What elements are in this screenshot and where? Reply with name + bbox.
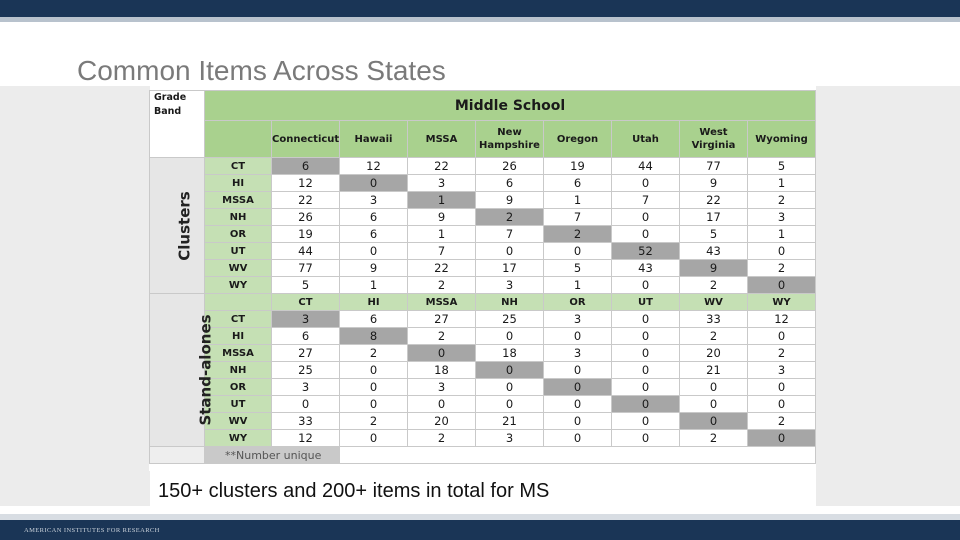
value-cell: 9 — [476, 192, 544, 209]
value-cell: 0 — [612, 226, 680, 243]
clusters-row — [150, 226, 816, 243]
note-spacer — [150, 447, 205, 464]
value-cell: 2 — [748, 345, 816, 362]
note-filler — [340, 447, 816, 464]
standalones-row — [150, 328, 816, 345]
value-cell: 22 — [680, 192, 748, 209]
value-cell: 26 — [476, 158, 544, 175]
value-cell: 1 — [748, 175, 816, 192]
diagonal-value-cell: 3 — [272, 311, 340, 328]
value-cell: 0 — [544, 328, 612, 345]
top-stripe — [0, 17, 960, 22]
value-cell: 1 — [748, 226, 816, 243]
value-cell: 0 — [476, 243, 544, 260]
value-cell: 21 — [476, 413, 544, 430]
value-cell: 0 — [476, 396, 544, 413]
value-cell: 0 — [612, 311, 680, 328]
value-cell: 12 — [748, 311, 816, 328]
state-column-header: West Virginia — [680, 121, 748, 158]
state-column-header: Hawaii — [340, 121, 408, 158]
state-row-label: MSSA — [205, 345, 272, 362]
state-row-label: WV — [205, 260, 272, 277]
common-items-table — [149, 90, 816, 464]
value-cell: 0 — [544, 430, 612, 447]
diagonal-value-cell: 0 — [748, 430, 816, 447]
state-abbreviation: WY — [748, 294, 816, 311]
state-abbreviation: HI — [340, 294, 408, 311]
state-column-header: MSSA — [408, 121, 476, 158]
value-cell: 0 — [612, 379, 680, 396]
value-cell: 2 — [680, 277, 748, 294]
state-column-header: Connecticut — [272, 121, 340, 158]
standalones-row — [150, 396, 816, 413]
diagonal-value-cell: 8 — [340, 328, 408, 345]
value-cell: 0 — [680, 379, 748, 396]
value-cell: 2 — [680, 430, 748, 447]
clusters-row — [150, 192, 816, 209]
header-row-title — [150, 91, 816, 121]
state-row-label: UT — [205, 396, 272, 413]
value-cell: 7 — [544, 209, 612, 226]
value-cell: 6 — [340, 311, 408, 328]
note-row — [150, 447, 816, 464]
value-cell: 0 — [680, 396, 748, 413]
value-cell: 27 — [272, 345, 340, 362]
state-row-label: OR — [205, 379, 272, 396]
value-cell: 27 — [408, 311, 476, 328]
value-cell: 19 — [544, 158, 612, 175]
value-cell: 0 — [544, 396, 612, 413]
value-cell: 17 — [476, 260, 544, 277]
clusters-section-label — [150, 158, 205, 294]
state-row-label: NH — [205, 209, 272, 226]
value-cell: 0 — [748, 243, 816, 260]
value-cell: 0 — [612, 345, 680, 362]
value-cell: 0 — [748, 379, 816, 396]
state-row-label: UT — [205, 243, 272, 260]
abbreviation-row — [150, 294, 816, 311]
value-cell: 2 — [748, 413, 816, 430]
value-cell: 3 — [748, 362, 816, 379]
value-cell: 2 — [408, 277, 476, 294]
state-row-label: WY — [205, 430, 272, 447]
value-cell: 44 — [272, 243, 340, 260]
row-label-header — [205, 121, 272, 158]
value-cell: 33 — [680, 311, 748, 328]
value-cell: 0 — [612, 175, 680, 192]
value-cell: 2 — [340, 413, 408, 430]
value-cell: 0 — [612, 328, 680, 345]
value-cell: 5 — [680, 226, 748, 243]
right-gray-band — [816, 86, 960, 506]
clusters-row — [150, 175, 816, 192]
standalones-row — [150, 362, 816, 379]
value-cell: 18 — [476, 345, 544, 362]
level-title: Middle School — [205, 91, 816, 121]
value-cell: 0 — [340, 396, 408, 413]
state-row-label: CT — [205, 158, 272, 175]
diagonal-value-cell: 0 — [476, 362, 544, 379]
clusters-row — [150, 158, 816, 175]
clusters-row — [150, 277, 816, 294]
diagonal-value-cell: 1 — [408, 192, 476, 209]
standalones-label-text: Stand-alones — [196, 314, 215, 426]
abbreviation-corner — [205, 294, 272, 311]
value-cell: 2 — [680, 328, 748, 345]
value-cell: 12 — [272, 175, 340, 192]
value-cell: 3 — [408, 379, 476, 396]
value-cell: 5 — [272, 277, 340, 294]
value-cell: 3 — [408, 175, 476, 192]
value-cell: 17 — [680, 209, 748, 226]
value-cell: 18 — [408, 362, 476, 379]
value-cell: 0 — [340, 430, 408, 447]
value-cell: 20 — [680, 345, 748, 362]
value-cell: 3 — [748, 209, 816, 226]
clusters-label-text: Clusters — [175, 190, 194, 261]
clusters-row — [150, 209, 816, 226]
state-abbreviation: WV — [680, 294, 748, 311]
value-cell: 9 — [680, 175, 748, 192]
state-abbreviation: MSSA — [408, 294, 476, 311]
slide-title: Common Items Across States — [77, 55, 446, 86]
value-cell: 33 — [272, 413, 340, 430]
diagonal-value-cell: 52 — [612, 243, 680, 260]
state-abbreviation: OR — [544, 294, 612, 311]
value-cell: 5 — [544, 260, 612, 277]
state-row-label: CT — [205, 311, 272, 328]
value-cell: 0 — [748, 396, 816, 413]
diagonal-value-cell: 6 — [272, 158, 340, 175]
value-cell: 0 — [612, 430, 680, 447]
value-cell: 21 — [680, 362, 748, 379]
value-cell: 20 — [408, 413, 476, 430]
unique-count-note: **Number unique — [205, 447, 340, 464]
state-row-label: HI — [205, 175, 272, 192]
state-row-label: NH — [205, 362, 272, 379]
standalones-section-label — [150, 294, 215, 447]
common-items-table-container — [149, 90, 815, 471]
value-cell: 3 — [544, 345, 612, 362]
value-cell: 0 — [748, 328, 816, 345]
footer-organization: AMERICAN INSTITUTES FOR RESEARCH — [24, 527, 160, 534]
value-cell: 43 — [680, 243, 748, 260]
summary-text: 150+ clusters and 200+ items in total for MS — [158, 480, 550, 502]
value-cell: 22 — [408, 260, 476, 277]
value-cell: 44 — [612, 158, 680, 175]
top-banner — [0, 0, 960, 17]
value-cell: 0 — [408, 396, 476, 413]
left-gray-band — [0, 86, 150, 506]
clusters-row — [150, 243, 816, 260]
value-cell: 0 — [544, 243, 612, 260]
value-cell: 0 — [340, 243, 408, 260]
value-cell: 9 — [340, 260, 408, 277]
value-cell: 12 — [272, 430, 340, 447]
state-column-header: Wyoming — [748, 121, 816, 158]
value-cell: 0 — [476, 328, 544, 345]
diagonal-value-cell: 9 — [680, 260, 748, 277]
value-cell: 5 — [748, 158, 816, 175]
diagonal-value-cell: 0 — [544, 379, 612, 396]
value-cell: 0 — [272, 396, 340, 413]
state-row-label: MSSA — [205, 192, 272, 209]
standalones-row — [150, 311, 816, 328]
value-cell: 22 — [408, 158, 476, 175]
value-cell: 3 — [272, 379, 340, 396]
value-cell: 26 — [272, 209, 340, 226]
value-cell: 3 — [544, 311, 612, 328]
value-cell: 1 — [544, 277, 612, 294]
value-cell: 7 — [612, 192, 680, 209]
standalones-row — [150, 413, 816, 430]
value-cell: 7 — [408, 243, 476, 260]
value-cell: 1 — [544, 192, 612, 209]
value-cell: 12 — [340, 158, 408, 175]
value-cell: 0 — [544, 413, 612, 430]
value-cell: 6 — [340, 226, 408, 243]
value-cell: 0 — [340, 379, 408, 396]
value-cell: 7 — [476, 226, 544, 243]
state-abbreviation: NH — [476, 294, 544, 311]
diagonal-value-cell: 0 — [680, 413, 748, 430]
state-row-label: WV — [205, 413, 272, 430]
value-cell: 77 — [680, 158, 748, 175]
value-cell: 3 — [476, 430, 544, 447]
value-cell: 0 — [612, 209, 680, 226]
value-cell: 77 — [272, 260, 340, 277]
state-row-label: OR — [205, 226, 272, 243]
value-cell: 2 — [748, 192, 816, 209]
value-cell: 2 — [340, 345, 408, 362]
value-cell: 0 — [612, 413, 680, 430]
value-cell: 1 — [340, 277, 408, 294]
value-cell: 3 — [340, 192, 408, 209]
value-cell: 25 — [272, 362, 340, 379]
value-cell: 25 — [476, 311, 544, 328]
diagonal-value-cell: 0 — [612, 396, 680, 413]
standalones-row — [150, 345, 816, 362]
state-abbreviation: CT — [272, 294, 340, 311]
value-cell: 6 — [340, 209, 408, 226]
value-cell: 0 — [476, 379, 544, 396]
state-row-label: HI — [205, 328, 272, 345]
state-column-header: Oregon — [544, 121, 612, 158]
state-column-header: New Hampshire — [476, 121, 544, 158]
standalones-row — [150, 379, 816, 396]
value-cell: 6 — [272, 328, 340, 345]
header-row-states — [150, 121, 816, 158]
value-cell: 0 — [612, 362, 680, 379]
value-cell: 43 — [612, 260, 680, 277]
clusters-row — [150, 260, 816, 277]
grade-band-label: Grade Band — [150, 91, 205, 158]
value-cell: 0 — [544, 362, 612, 379]
value-cell: 6 — [476, 175, 544, 192]
standalones-row — [150, 430, 816, 447]
value-cell: 2 — [748, 260, 816, 277]
diagonal-value-cell: 2 — [476, 209, 544, 226]
value-cell: 1 — [408, 226, 476, 243]
state-row-label: WY — [205, 277, 272, 294]
value-cell: 2 — [408, 328, 476, 345]
state-abbreviation: UT — [612, 294, 680, 311]
value-cell: 22 — [272, 192, 340, 209]
value-cell: 0 — [340, 362, 408, 379]
value-cell: 9 — [408, 209, 476, 226]
value-cell: 2 — [408, 430, 476, 447]
diagonal-value-cell: 0 — [340, 175, 408, 192]
diagonal-value-cell: 2 — [544, 226, 612, 243]
value-cell: 6 — [544, 175, 612, 192]
state-column-header: Utah — [612, 121, 680, 158]
value-cell: 19 — [272, 226, 340, 243]
value-cell: 3 — [476, 277, 544, 294]
diagonal-value-cell: 0 — [408, 345, 476, 362]
diagonal-value-cell: 0 — [748, 277, 816, 294]
value-cell: 0 — [612, 277, 680, 294]
